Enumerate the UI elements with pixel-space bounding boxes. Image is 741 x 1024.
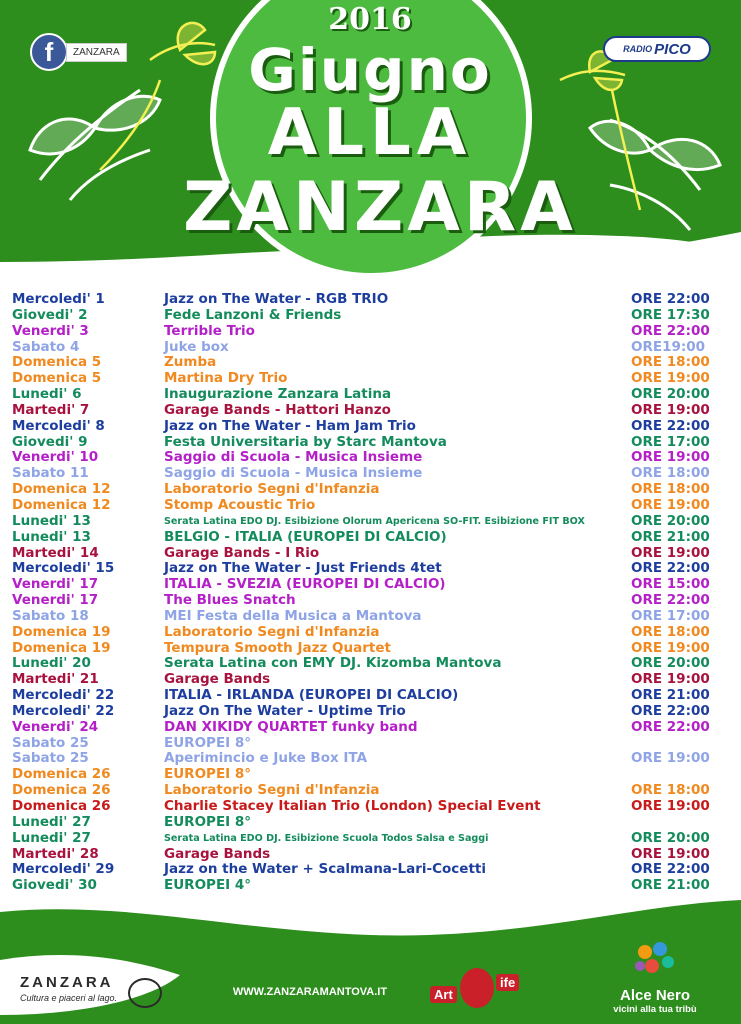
schedule-time: ORE 22:00 <box>631 322 710 339</box>
schedule-row <box>12 308 732 324</box>
schedule-row <box>12 530 732 546</box>
schedule-event: Jazz On The Water - Uptime Trio <box>164 702 406 719</box>
schedule-time: ORE 19:00 <box>631 449 710 466</box>
schedule-time: ORE 18:00 <box>631 782 710 799</box>
schedule-day: Domenica 26 <box>12 782 111 799</box>
schedule-event: ITALIA - SVEZIA (EUROPEI DI CALCIO) <box>164 576 446 593</box>
radio-name: PICO <box>654 40 691 58</box>
schedule-time: ORE 19:00 <box>631 370 710 387</box>
schedule-event: Serata Latina con EMY DJ. Kizomba Mantova <box>164 655 502 672</box>
schedule-day: Lunedi' 20 <box>12 655 91 672</box>
schedule-time: ORE 20:00 <box>631 512 710 529</box>
schedule-day: Mercoledi' 15 <box>12 560 115 577</box>
schedule-day: Lunedi' 27 <box>12 829 91 846</box>
schedule-time: ORE 18:00 <box>631 465 710 482</box>
facebook-icon: f <box>30 33 68 71</box>
title-alla: ALLA <box>267 96 473 170</box>
artlife-right-text: ife <box>496 974 519 991</box>
schedule-day: Lunedi' 6 <box>12 386 82 403</box>
schedule-event: Garage Bands - Hattori Hanzo <box>164 401 391 418</box>
zanzara-footer-name: ZANZARA <box>20 974 114 991</box>
schedule-time: ORE 21:00 <box>631 528 710 545</box>
schedule-day: Domenica 12 <box>12 481 111 498</box>
schedule-row <box>12 609 732 625</box>
schedule-time: ORE 17:30 <box>631 306 710 323</box>
schedule-time: ORE 20:00 <box>631 829 710 846</box>
schedule-time: ORE 15:00 <box>631 576 710 593</box>
schedule-event: Fede Lanzoni & Friends <box>164 306 342 323</box>
schedule-day: Lunedi' 13 <box>12 512 91 529</box>
schedule-time: ORE 22:00 <box>631 718 710 735</box>
schedule-day: Venerdi' 24 <box>12 718 99 735</box>
schedule-event: Jazz on the Water + Scalmana-Lari-Cocetti <box>164 861 486 878</box>
schedule-day: Sabato 25 <box>12 750 89 767</box>
schedule-event: Festa Universitaria by Starc Mantova <box>164 433 447 450</box>
schedule-day: Domenica 26 <box>12 766 111 783</box>
schedule-row <box>12 435 732 451</box>
schedule-time: ORE 22:00 <box>631 291 710 307</box>
schedule-day: Domenica 12 <box>12 496 111 513</box>
schedule-event: Charlie Stacey Italian Trio (London) Special Event <box>164 798 541 814</box>
schedule-day: Sabato 4 <box>12 338 80 355</box>
schedule-event: ITALIA - IRLANDA (EUROPEI DI CALCIO) <box>164 687 459 704</box>
schedule-day: Sabato 18 <box>12 607 89 624</box>
schedule-day: Mercoledi' 22 <box>12 702 115 719</box>
radio-pico-logo <box>603 36 711 62</box>
schedule-row <box>12 419 732 435</box>
schedule-row <box>12 340 732 356</box>
schedule-time: ORE 19:00 <box>631 401 710 418</box>
schedule-row <box>12 482 732 498</box>
schedule-row <box>12 831 732 847</box>
schedule-day: Mercoledi' 29 <box>12 861 115 878</box>
schedule-time: ORE 19:00 <box>631 496 710 513</box>
schedule-event: Laboratorio Segni d'Infanzia <box>164 623 380 640</box>
schedule-row <box>12 498 732 514</box>
schedule-event: Saggio di Scuola - Musica Insieme <box>164 449 423 466</box>
schedule-event: BELGIO - ITALIA (EUROPEI DI CALCIO) <box>164 528 447 545</box>
schedule-time: ORE 21:00 <box>631 877 710 894</box>
schedule-day: Mercoledi' 22 <box>12 687 115 704</box>
schedule-row <box>12 799 732 815</box>
zanzara-ring-icon <box>128 978 162 1008</box>
schedule-event: Garage Bands <box>164 845 271 862</box>
schedule-event: Tempura Smooth Jazz Quartet <box>164 639 391 656</box>
schedule-row <box>12 371 732 387</box>
schedule-event: Serata Latina EDO DJ. Esibizione Scuola Todos Salsa e Saggi <box>164 832 489 844</box>
facebook-label: ZANZARA <box>66 43 127 62</box>
schedule-day: Sabato 25 <box>12 734 89 751</box>
schedule-day: Lunedi' 27 <box>12 813 91 830</box>
schedule-time: ORE 17:00 <box>631 607 710 624</box>
schedule-time: ORE 18:00 <box>631 354 710 371</box>
schedule-row <box>12 561 732 577</box>
schedule-row <box>12 720 732 736</box>
schedule-event: MEI Festa della Musica a Mantova <box>164 607 422 624</box>
schedule-row <box>12 704 732 720</box>
zanzara-footer-logo <box>20 974 170 1014</box>
schedule-day: Venerdi' 17 <box>12 592 99 609</box>
schedule-day: Venerdi' 3 <box>12 322 89 339</box>
schedule-time: ORE 22:00 <box>631 702 710 719</box>
schedule-time: ORE 21:00 <box>631 687 710 704</box>
schedule-time: ORE 17:00 <box>631 433 710 450</box>
schedule-day: Martedi' 7 <box>12 401 90 418</box>
schedule-event: Garage Bands - I Rio <box>164 544 320 561</box>
schedule-event: Laboratorio Segni d'Infanzia <box>164 782 380 799</box>
schedule-row <box>12 387 732 403</box>
schedule-event: Inaugurazione Zanzara Latina <box>164 386 392 403</box>
schedule-row <box>12 324 732 340</box>
schedule-time: ORE 19:00 <box>631 671 710 688</box>
schedule-event: The Blues Snatch <box>164 592 296 609</box>
schedule-time: ORE 22:00 <box>631 861 710 878</box>
schedule-day: Martedi' 21 <box>12 671 99 688</box>
title-year: 2016 <box>328 2 412 37</box>
schedule-event: EUROPEI 8° <box>164 766 252 783</box>
schedule-time: ORE 19:00 <box>631 798 710 814</box>
artlife-circle-icon <box>460 968 494 1008</box>
schedule-time: ORE 18:00 <box>631 481 710 498</box>
schedule-row <box>12 767 732 783</box>
schedule-row <box>12 546 732 562</box>
schedule-row <box>12 355 732 371</box>
schedule-time: ORE 22:00 <box>631 592 710 609</box>
schedule-time: ORE 19:00 <box>631 639 710 656</box>
schedule-event: Saggio di Scuola - Musica Insieme <box>164 465 423 482</box>
schedule-day: Martedi' 28 <box>12 845 99 862</box>
schedule-event: Zumba <box>164 354 217 371</box>
schedule-row <box>12 593 732 609</box>
schedule-day: Giovedi' 30 <box>12 877 97 894</box>
artlife-left-text: Art <box>430 986 457 1003</box>
schedule-day: Giovedi' 9 <box>12 433 88 450</box>
schedule-row <box>12 450 732 466</box>
schedule-time: ORE19:00 <box>631 338 706 355</box>
alce-nero-logo <box>600 940 710 1020</box>
schedule-time: ORE 18:00 <box>631 623 710 640</box>
schedule-time: ORE 20:00 <box>631 386 710 403</box>
schedule-day: Mercoledi' 1 <box>12 291 105 307</box>
schedule-event: Juke box <box>164 338 229 355</box>
alce-nero-slogan: vicini alla tua tribù <box>613 1004 697 1015</box>
schedule-event: Jazz on The Water - Ham Jam Trio <box>164 417 416 434</box>
schedule-day: Lunedi' 13 <box>12 528 91 545</box>
schedule-time: ORE 19:00 <box>631 750 710 767</box>
schedule-event: Laboratorio Segni d'Infanzia <box>164 481 380 498</box>
schedule-row <box>12 672 732 688</box>
facebook-badge[interactable] <box>30 32 140 72</box>
schedule-day: Domenica 5 <box>12 354 102 371</box>
schedule-row <box>12 577 732 593</box>
schedule-row <box>12 688 732 704</box>
schedule-event: Martina Dry Trio <box>164 370 288 387</box>
schedule-row <box>12 736 732 752</box>
schedule-event: EUROPEI 8° <box>164 734 252 751</box>
schedule-row <box>12 815 732 831</box>
schedule-row <box>12 847 732 863</box>
title-zanzara: ZANZARA <box>183 168 577 247</box>
schedule-row <box>12 403 732 419</box>
schedule-row <box>12 641 732 657</box>
schedule-day: Mercoledi' 8 <box>12 417 105 434</box>
schedule-day: Giovedi' 2 <box>12 306 88 323</box>
schedule-row <box>12 783 732 799</box>
schedule-event: Jazz on The Water - Just Friends 4tet <box>164 560 442 577</box>
zanzara-footer-tagline: Cultura e piaceri al lago. <box>20 993 118 1003</box>
alce-nero-name: Alce Nero <box>619 987 691 1004</box>
schedule-day: Martedi' 14 <box>12 544 99 561</box>
event-schedule <box>12 292 732 894</box>
schedule-time: ORE 19:00 <box>631 845 710 862</box>
schedule-event: DAN XIKIDY QUARTET funky band <box>164 718 418 735</box>
schedule-day: Venerdi' 10 <box>12 449 99 466</box>
schedule-event: Stomp Acoustic Trio <box>164 496 316 513</box>
alce-nero-flower-icon <box>630 940 680 978</box>
schedule-row <box>12 878 732 894</box>
schedule-day: Domenica 5 <box>12 370 102 387</box>
schedule-event: Serata Latina EDO DJ. Esibizione Olorum Apericena SO-FIT. Esibizione FIT BOX <box>164 515 585 527</box>
schedule-day: Domenica 19 <box>12 623 111 640</box>
schedule-time: ORE 22:00 <box>631 417 710 434</box>
schedule-event: Garage Bands <box>164 671 271 688</box>
schedule-row <box>12 625 732 641</box>
title-month: Giugno <box>248 36 492 104</box>
schedule-event: Jazz on The Water - RGB TRIO <box>164 291 389 307</box>
schedule-row <box>12 656 732 672</box>
schedule-day: Sabato 11 <box>12 465 89 482</box>
schedule-time: ORE 22:00 <box>631 560 710 577</box>
radio-prefix: RADIO <box>623 44 653 54</box>
schedule-event: EUROPEI 8° <box>164 813 252 830</box>
schedule-row <box>12 466 732 482</box>
schedule-event: Terrible Trio <box>164 322 255 339</box>
website-link[interactable]: WWW.ZANZARAMANTOVA.IT <box>232 986 388 998</box>
artlife-logo <box>430 968 542 1012</box>
schedule-row <box>12 292 732 308</box>
schedule-time: ORE 19:00 <box>631 544 710 561</box>
schedule-day: Venerdi' 17 <box>12 576 99 593</box>
schedule-time: ORE 20:00 <box>631 655 710 672</box>
schedule-day: Domenica 26 <box>12 798 111 814</box>
schedule-day: Domenica 19 <box>12 639 111 656</box>
schedule-row <box>12 514 732 530</box>
schedule-event: Aperimincio e Juke Box ITA <box>164 750 368 767</box>
schedule-event: EUROPEI 4° <box>164 877 252 894</box>
schedule-row <box>12 862 732 878</box>
schedule-row <box>12 751 732 767</box>
